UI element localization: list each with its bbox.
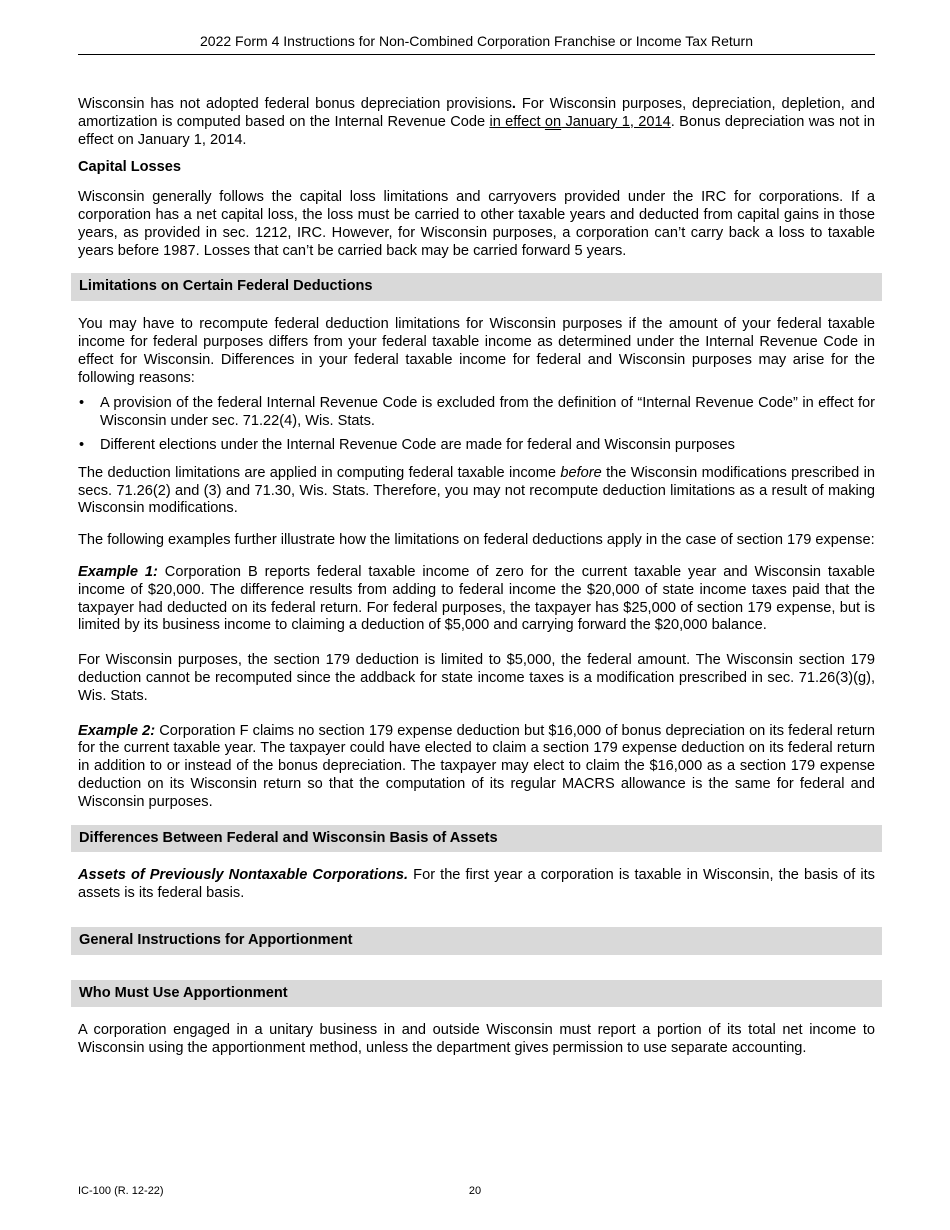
list-item: [78, 437, 875, 455]
text-run: the Wisconsin modifications prescribed in secs. 71.26(2) and (3) and 71.30, Wis. Stats. Therefore, you may not recompute deduction limitations as a result of making Wisconsin modifications.: [78, 464, 875, 517]
examples-intro-paragraph: The following examples further illustrate how the limitations on federal deductions apply in the case of section 179 expense:: [78, 532, 875, 549]
apportionment-section-heading: General Instructions for Apportionment: [71, 927, 882, 955]
example-1-paragraph: [78, 564, 875, 635]
bullet-icon: •: [79, 436, 85, 453]
list-item-text: A provision of the federal Internal Revenue Code is excluded from the definition of “Internal Revenue Code” in effect for Wisconsin under sec. 71.22(4), Wis. Stats.: [100, 395, 875, 430]
basis-section-heading: Differences Between Federal and Wisconsin Basis of Assets: [71, 825, 882, 853]
list-item-text: Different elections under the Internal Revenue Code are made for federal and Wisconsin purposes: [100, 436, 735, 453]
limitations-paragraph: You may have to recompute federal deduction limitations for Wisconsin purposes if the amount of your federal taxable income for federal purposes differs from your federal taxable income as determined under the Internal Revenue Code in effect for Wisconsin. Differences in your federal taxable income for federal and Wisconsin purposes may arise for the following reasons:: [78, 316, 875, 386]
bonus-depreciation-paragraph: [78, 96, 875, 149]
basis-paragraph: [78, 867, 875, 903]
form-id: IC-100 (R. 12-22): [78, 1185, 164, 1197]
limitations-section-heading: Limitations on Certain Federal Deductions: [71, 273, 882, 301]
text-run: For the first year a corporation is taxable in Wisconsin, the basis of its assets is its federal basis.: [78, 867, 875, 902]
page-number: 20: [468, 1185, 482, 1197]
deduction-limitations-paragraph: [78, 465, 875, 518]
text-run: For Wisconsin purposes, depreciation, depletion, and amortization is computed based on the Internal Revenue Code: [78, 96, 876, 130]
text-run: .: [511, 96, 516, 112]
who-must-section-heading: Who Must Use Apportionment: [71, 980, 882, 1008]
who-must-paragraph: A corporation engaged in a unitary business in and outside Wisconsin must report a portion of its total net income to Wisconsin using the apportionment method, unless the department gives permission to use separate accounting.: [78, 1022, 875, 1057]
example-2-paragraph: [78, 723, 875, 812]
underlined-text: January 1, 2014: [561, 113, 671, 130]
capital-losses-heading: Capital Losses: [78, 159, 182, 176]
text-run: Corporation B reports federal taxable income of zero for the current taxable year and Wisconsin taxable income of $20,000. The difference results from adding to federal income the $20,000 of state income taxes paid that the taxpayer had deducted on its federal return. For federal purposes, the taxpayer has $25,000 of section 179 expense, but is limited by its business income to claiming a deduction of $5,000 and carrying forward the $20,000 balance.: [78, 563, 875, 634]
page-content: [78, 96, 875, 1068]
list-item: [78, 395, 875, 431]
example-1-continued-paragraph: For Wisconsin purposes, the section 179 deduction is limited to $5,000, the federal amount. The Wisconsin section 179 deduction cannot be recomputed since the addback for state income taxes is a modification prescribed in sec. 71.26(3)(g), Wis. Stats.: [78, 652, 875, 704]
text-run: Corporation F claims no section 179 expense deduction but $16,000 of bonus depreciation on its federal return for the current taxable year. The taxpayer could have elected to claim a section 179 expense deduction on its federal return in addition to or instead of the bonus depreciation. The taxpayer may elect to claim the $16,000 as a section 179 expense deduction on its Wisconsin return so that the computation of its regular MACRS allowance is the same for federal and Wisconsin purposes.: [78, 722, 875, 810]
capital-losses-paragraph: Wisconsin generally follows the capital loss limitations and carryovers provided under the IRC for corporations. If a corporation has a net capital loss, the loss must be carried to other taxable years and deducted from capital gains in those years, as provided in sec. 1212, IRC. However, for Wisconsin purposes, a corporation can’t carry back a loss to taxable years before 1987. Losses that can’t be carried back may be carried forward 5 years.: [78, 189, 875, 259]
text-run: Wisconsin has not adopted federal bonus depreciation provisions: [78, 96, 512, 112]
example-label: Example 2:: [78, 722, 156, 739]
text-run: . Bonus depreciation was not in effect on January 1, 2014.: [78, 113, 875, 148]
page-header: 2022 Form 4 Instructions for Non-Combined Corporation Franchise or Income Tax Return: [78, 33, 875, 55]
reasons-list: [78, 395, 875, 454]
basis-label: Assets of Previously Nontaxable Corporations.: [78, 867, 409, 884]
bullet-icon: •: [79, 395, 85, 412]
emphasis-text: before: [560, 464, 602, 481]
underlined-text: on: [544, 113, 562, 130]
text-run: The deduction limitations are applied in computing federal taxable income: [78, 464, 561, 481]
example-label: Example 1:: [78, 563, 158, 580]
underlined-text: in effect: [489, 113, 545, 130]
